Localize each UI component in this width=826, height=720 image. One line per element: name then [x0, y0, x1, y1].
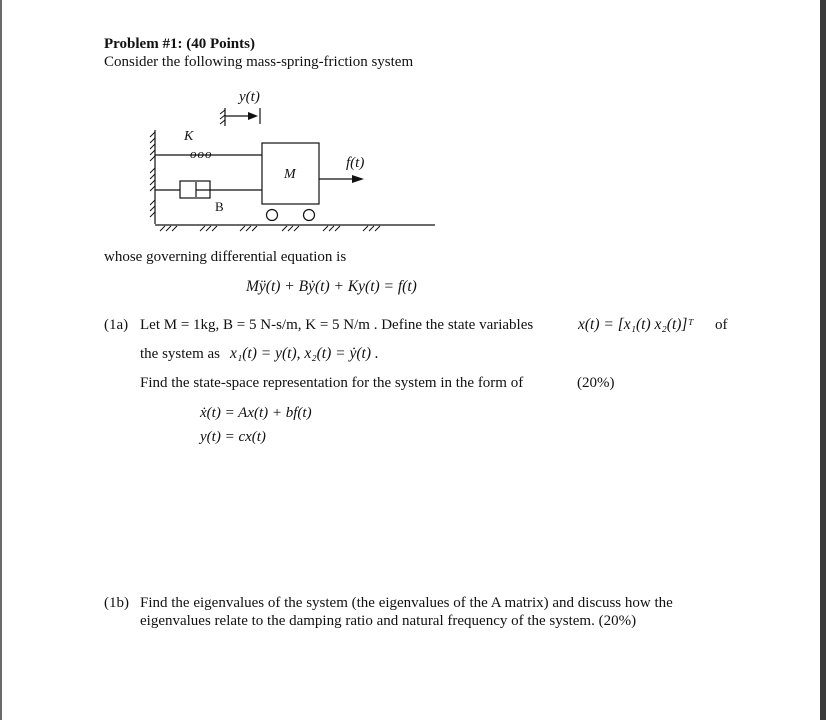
mass-label: M	[284, 167, 296, 182]
state-vector: x(t) = [x₁(t) x₂(t)]ᵀ	[578, 316, 694, 333]
governing-equation: Mÿ(t) + Bẏ(t) + Ky(t) = f(t)	[246, 278, 417, 295]
wheel-left	[267, 210, 278, 221]
part-1a-number: (1a)	[104, 317, 129, 333]
part-1a-line1: Let M = 1kg, B = 5 N-s/m, K = 5 N/m . Define the state variables	[140, 317, 534, 333]
output-equation: y(t) = cx(t)	[200, 429, 266, 445]
damper-label: B	[215, 199, 224, 214]
left-wall-hatching	[150, 132, 155, 217]
displacement-label: y(t)	[239, 89, 260, 105]
problem-heading: Problem #1: (40 Points)	[104, 36, 255, 52]
force-arrowhead	[352, 175, 364, 183]
displacement-arrowhead	[248, 112, 258, 120]
force-label: f(t)	[346, 155, 365, 171]
floor-hatching	[160, 226, 380, 231]
problem-intro: Consider the following mass-spring-friction system	[104, 54, 414, 70]
spring-coils: ooo	[190, 146, 213, 161]
equation-lead-in: whose governing differential equation is	[104, 249, 347, 265]
part-1b-number: (1b)	[104, 595, 129, 611]
wheel-right	[304, 210, 315, 221]
part-1a-points: (20%)	[577, 375, 615, 391]
state-equation: ẋ(t) = Ax(t) + bf(t)	[200, 405, 312, 421]
part-1a-line1-end: of	[715, 317, 728, 333]
part-1a-line2: the system as	[140, 346, 220, 362]
spring-label: K	[184, 129, 194, 144]
part-1b-line1: Find the eigenvalues of the system (the eigenvalues of the A matrix) and discuss how the	[140, 595, 673, 611]
part-1b-line2: eigenvalues relate to the damping ratio and natural frequency of the system. (20%)	[140, 613, 637, 629]
state-definition: x₁(t) = y(t), x₂(t) = ẏ(t) .	[230, 345, 379, 362]
part-1a-line3: Find the state-space representation for the system in the form of	[140, 375, 524, 391]
reference-hatching	[220, 110, 225, 124]
